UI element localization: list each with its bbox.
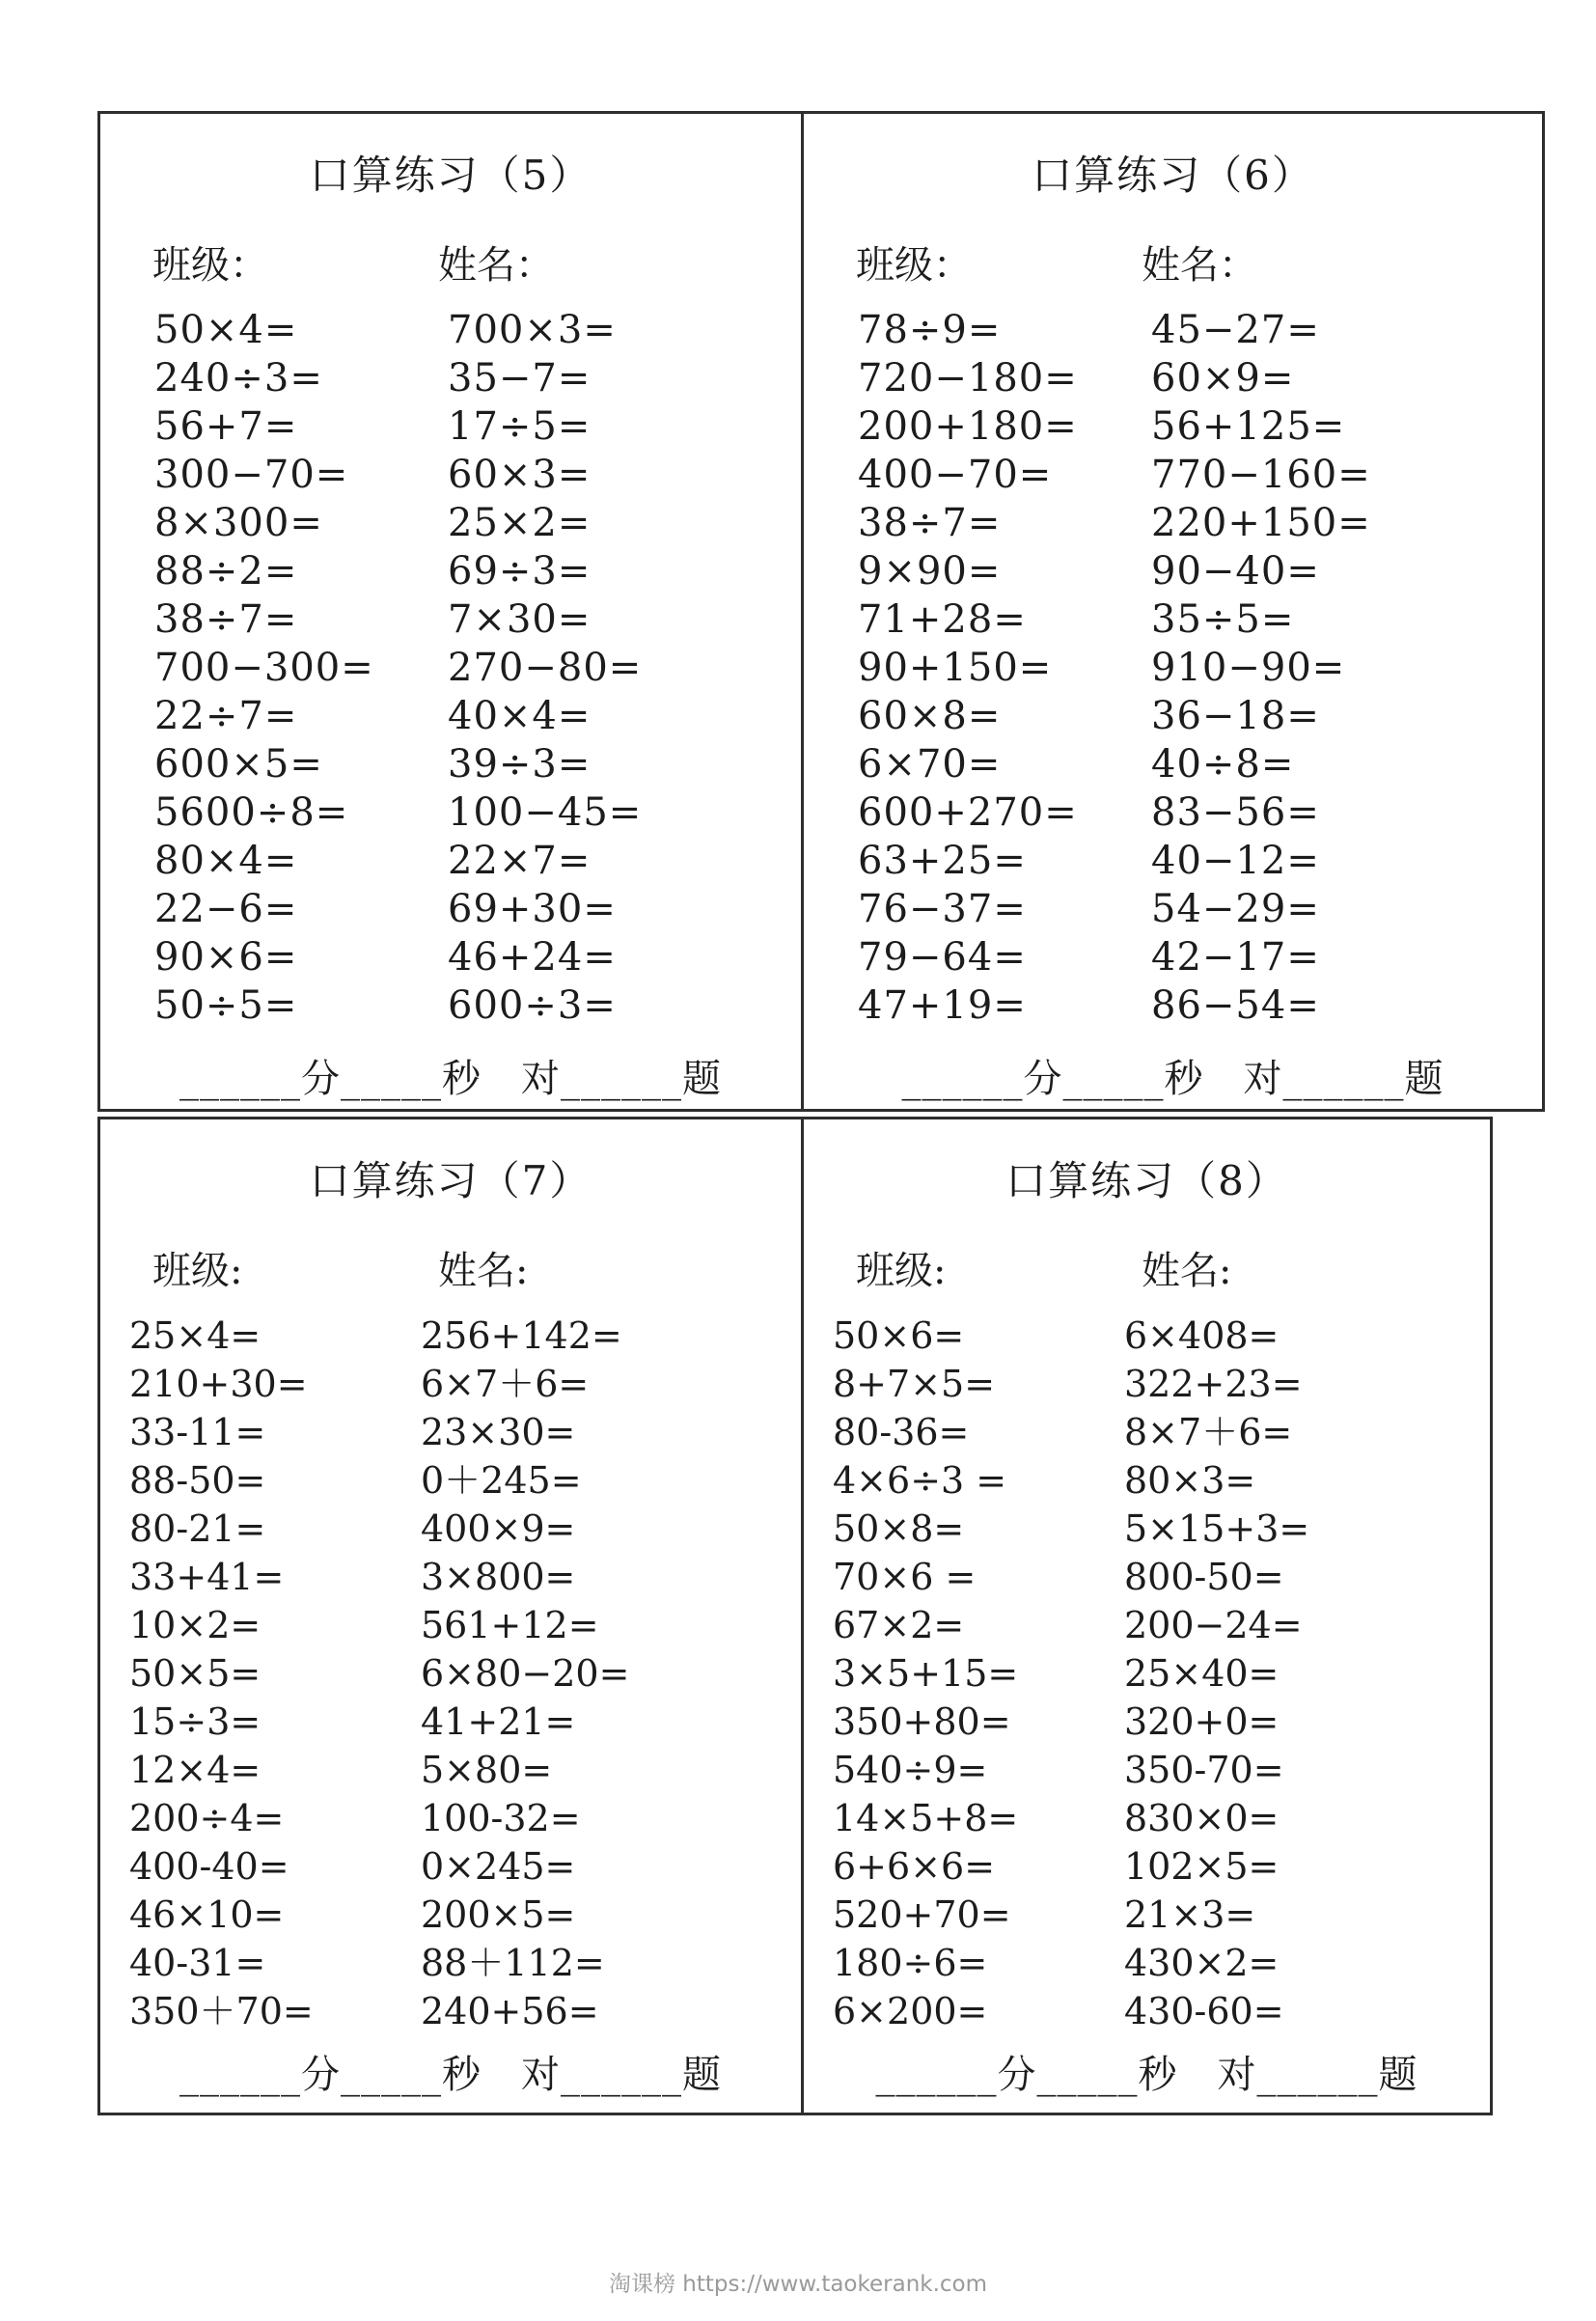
- worksheet-title: 口算练习（6）: [1032, 152, 1314, 199]
- problem-row: [100, 837, 801, 885]
- worksheet-title: 口算练习（8）: [1005, 1157, 1288, 1204]
- problem-row: [100, 1698, 801, 1746]
- problem: 42−17=: [1151, 934, 1320, 980]
- problem: 90+150=: [858, 645, 1053, 690]
- worksheet-7: [100, 1119, 804, 2113]
- problem-row: [804, 692, 1542, 740]
- name-label: 姓名:: [1142, 1248, 1232, 1293]
- problem-row: [804, 1649, 1490, 1698]
- problem-row: [804, 451, 1542, 499]
- problem-row: [100, 1408, 801, 1456]
- problem: 25×2=: [448, 500, 592, 545]
- problem: 100−45=: [448, 789, 643, 835]
- problem-list: [100, 306, 801, 1030]
- problem-row: [804, 1360, 1490, 1408]
- problem: 71+28=: [858, 596, 1027, 642]
- name-label: 姓名：: [1142, 242, 1257, 288]
- problem-row: [100, 1360, 801, 1408]
- problem-row: [804, 306, 1542, 354]
- timer-line: ______分_____秒 对______题: [179, 1056, 722, 1101]
- worksheet-meta: [804, 1246, 1490, 1296]
- problem-row: [100, 740, 801, 788]
- worksheet-meta: [804, 240, 1542, 290]
- problem: 100-32=: [421, 1796, 581, 1839]
- problem-row: [804, 1939, 1490, 1987]
- site-watermark: 淘课榜 https://www.taokerank.com: [608, 2272, 988, 2297]
- worksheet-meta: [100, 240, 801, 290]
- problem-row: [100, 402, 801, 451]
- problem: 35−7=: [448, 355, 592, 401]
- problem: 10×2=: [129, 1603, 261, 1646]
- problem: 540÷9=: [833, 1748, 988, 1791]
- problem: 200−24=: [1124, 1603, 1303, 1646]
- problem: 5600÷8=: [154, 789, 349, 835]
- problem: 8+7×5=: [833, 1362, 996, 1405]
- worksheet-meta: [100, 1246, 801, 1296]
- problem-row: [804, 547, 1542, 595]
- problem: 90×6=: [154, 934, 298, 980]
- worksheet-8: [804, 1119, 1490, 2113]
- problem: 102×5=: [1124, 1844, 1280, 1888]
- problem: 8×300=: [154, 500, 323, 545]
- problem: 50÷5=: [154, 982, 298, 1028]
- problem: 40-31=: [129, 1941, 266, 1984]
- problem-row: [100, 644, 801, 692]
- problem: 6×70=: [858, 741, 1002, 787]
- problem: 6×7＋6=: [421, 1362, 590, 1405]
- problem: 78÷9=: [858, 307, 1002, 352]
- problem: 56+7=: [154, 403, 298, 449]
- problem: 4×6÷3 =: [833, 1458, 1007, 1502]
- problem: 39÷3=: [448, 741, 592, 787]
- problem-row: [100, 1553, 801, 1601]
- timer-line: ______分_____秒 对______题: [179, 2052, 722, 2097]
- worksheet-sheet-bottom: [97, 1117, 1493, 2115]
- problem: 80-21=: [129, 1506, 266, 1550]
- problem: 9×90=: [858, 548, 1002, 594]
- problem: 23×30=: [421, 1410, 576, 1453]
- problem: 200+180=: [858, 403, 1078, 449]
- problem: 36−18=: [1151, 693, 1320, 738]
- problem: 83−56=: [1151, 789, 1320, 835]
- problem: 700−300=: [154, 645, 374, 690]
- problem-row: [100, 1891, 801, 1939]
- problem: 50×5=: [129, 1651, 261, 1695]
- problem: 180÷6=: [833, 1941, 988, 1984]
- problem: 22×7=: [448, 838, 592, 883]
- problem: 33+41=: [129, 1555, 285, 1598]
- problem: 0＋245=: [421, 1458, 582, 1502]
- problem-row: [804, 981, 1542, 1030]
- problem-row: [804, 1505, 1490, 1553]
- problem: 25×40=: [1124, 1651, 1280, 1695]
- problem: 54−29=: [1151, 886, 1320, 931]
- problem: 41+21=: [421, 1699, 576, 1743]
- problem: 210+30=: [129, 1362, 308, 1405]
- problem: 88＋112=: [421, 1941, 605, 1984]
- problem: 600÷3=: [448, 982, 617, 1028]
- problem: 40−12=: [1151, 838, 1320, 883]
- problem-row: [804, 933, 1542, 981]
- problem: 350+80=: [833, 1699, 1011, 1743]
- problem: 33-11=: [129, 1410, 266, 1453]
- problem: 46×10=: [129, 1893, 285, 1936]
- class-label: 班级：: [152, 242, 268, 288]
- problem: 60×8=: [858, 693, 1002, 738]
- problem: 76−37=: [858, 886, 1027, 931]
- problem: 80-36=: [833, 1410, 970, 1453]
- problem-list: [100, 1312, 801, 2035]
- problem: 5×15+3=: [1124, 1506, 1310, 1550]
- problem: 50×8=: [833, 1506, 965, 1550]
- problem: 350＋70=: [129, 1989, 314, 2032]
- problem: 300−70=: [154, 452, 349, 497]
- problem: 3×800=: [421, 1555, 576, 1598]
- problem: 240+56=: [421, 1989, 599, 2032]
- problem: 40×4=: [448, 693, 592, 738]
- timer-line: ______分_____秒 对______题: [901, 1056, 1445, 1101]
- problem: 720−180=: [858, 355, 1078, 401]
- problem: 69+30=: [448, 886, 617, 931]
- problem: 80×3=: [1124, 1458, 1256, 1502]
- problem: 561+12=: [421, 1603, 599, 1646]
- problem-row: [100, 1312, 801, 1360]
- problem: 830×0=: [1124, 1796, 1280, 1839]
- problem-row: [804, 1553, 1490, 1601]
- problem: 56+125=: [1151, 403, 1346, 449]
- problem: 910−90=: [1151, 645, 1346, 690]
- worksheet-5: [100, 114, 804, 1109]
- problem: 50×4=: [154, 307, 298, 352]
- name-label: 姓名：: [438, 242, 554, 288]
- problem: 90−40=: [1151, 548, 1320, 594]
- problem: 47+19=: [858, 982, 1027, 1028]
- problem: 320+0=: [1124, 1699, 1280, 1743]
- worksheet-sheet-top: [97, 111, 1545, 1112]
- problem-list: [804, 306, 1542, 1030]
- class-label: 班级:: [856, 1248, 947, 1293]
- name-label: 姓名:: [438, 1248, 529, 1293]
- problem: 79−64=: [858, 934, 1027, 980]
- problem: 600+270=: [858, 789, 1078, 835]
- problem: 7×30=: [448, 596, 592, 642]
- problem: 63+25=: [858, 838, 1027, 883]
- problem: 80×4=: [154, 838, 298, 883]
- problem-row: [804, 1842, 1490, 1891]
- problem: 46+24=: [448, 934, 617, 980]
- problem: 240÷3=: [154, 355, 323, 401]
- problem-row: [804, 1312, 1490, 1360]
- problem-row: [804, 402, 1542, 451]
- problem: 400×9=: [421, 1506, 576, 1550]
- problem: 400−70=: [858, 452, 1053, 497]
- problem-row: [100, 1987, 801, 2035]
- problem-row: [100, 354, 801, 402]
- problem: 60×3=: [448, 452, 592, 497]
- problem: 220+150=: [1151, 500, 1371, 545]
- problem: 69÷3=: [448, 548, 592, 594]
- problem-row: [804, 1794, 1490, 1842]
- problem: 5×80=: [421, 1748, 553, 1791]
- problem-row: [100, 1601, 801, 1649]
- problem-row: [100, 885, 801, 933]
- problem: 6+6×6=: [833, 1844, 996, 1888]
- problem-row: [100, 981, 801, 1030]
- problem-row: [804, 1746, 1490, 1794]
- problem-row: [804, 354, 1542, 402]
- problem-row: [100, 1456, 801, 1505]
- problem-row: [100, 1746, 801, 1794]
- problem: 38÷7=: [858, 500, 1002, 545]
- problem-row: [804, 1601, 1490, 1649]
- problem: 600×5=: [154, 741, 323, 787]
- problem-row: [804, 837, 1542, 885]
- problem: 200÷4=: [129, 1796, 285, 1839]
- problem: 88-50=: [129, 1458, 266, 1502]
- problem: 88÷2=: [154, 548, 298, 594]
- problem-row: [804, 1987, 1490, 2035]
- problem: 520+70=: [833, 1893, 1011, 1936]
- problem: 50×6=: [833, 1313, 965, 1357]
- problem: 200×5=: [421, 1893, 576, 1936]
- problem: 60×9=: [1151, 355, 1295, 401]
- problem-row: [100, 1842, 801, 1891]
- problem: 400-40=: [129, 1844, 289, 1888]
- problem-row: [100, 1939, 801, 1987]
- problem: 12×4=: [129, 1748, 261, 1791]
- problem-row: [100, 1794, 801, 1842]
- problem: 67×2=: [833, 1603, 965, 1646]
- problem: 86−54=: [1151, 982, 1320, 1028]
- problem: 770−160=: [1151, 452, 1371, 497]
- problem: 322+23=: [1124, 1362, 1303, 1405]
- problem: 15÷3=: [129, 1699, 261, 1743]
- problem-row: [100, 595, 801, 644]
- problem: 70×6 =: [833, 1555, 977, 1598]
- problem: 25×4=: [129, 1313, 261, 1357]
- problem: 14×5+8=: [833, 1796, 1019, 1839]
- problem-row: [804, 595, 1542, 644]
- problem-row: [100, 1505, 801, 1553]
- problem-row: [804, 1891, 1490, 1939]
- problem-row: [804, 885, 1542, 933]
- problem: 700×3=: [448, 307, 617, 352]
- problem-row: [804, 1408, 1490, 1456]
- problem: 21×3=: [1124, 1893, 1256, 1936]
- worksheet-title: 口算练习（5）: [309, 152, 592, 199]
- problem: 40÷8=: [1151, 741, 1295, 787]
- problem: 6×80−20=: [421, 1651, 630, 1695]
- problem: 0×245=: [421, 1844, 576, 1888]
- problem: 3×5+15=: [833, 1651, 1019, 1695]
- class-label: 班级：: [856, 242, 972, 288]
- problem: 17÷5=: [448, 403, 592, 449]
- problem-row: [100, 788, 801, 837]
- problem: 6×200=: [833, 1989, 988, 2032]
- problem-row: [100, 306, 801, 354]
- timer-line: ______分_____秒 对______题: [875, 2052, 1418, 2097]
- problem: 256+142=: [421, 1313, 622, 1357]
- problem: 430×2=: [1124, 1941, 1280, 1984]
- problem-row: [100, 547, 801, 595]
- problem-row: [804, 788, 1542, 837]
- problem: 430-60=: [1124, 1989, 1284, 2032]
- problem: 35÷5=: [1151, 596, 1295, 642]
- problem-row: [100, 451, 801, 499]
- class-label: 班级:: [152, 1248, 243, 1293]
- problem: 22÷7=: [154, 693, 298, 738]
- worksheet-title: 口算练习（7）: [309, 1157, 592, 1204]
- problem-row: [804, 1456, 1490, 1505]
- problem-row: [100, 1649, 801, 1698]
- problem-row: [100, 692, 801, 740]
- problem-row: [100, 499, 801, 547]
- problem-row: [100, 933, 801, 981]
- problem: 800-50=: [1124, 1555, 1284, 1598]
- problem-row: [804, 499, 1542, 547]
- problem-row: [804, 1698, 1490, 1746]
- worksheet-6: [804, 114, 1542, 1109]
- problem: 6×408=: [1124, 1313, 1280, 1357]
- problem: 45−27=: [1151, 307, 1320, 352]
- problem-row: [804, 644, 1542, 692]
- problem: 38÷7=: [154, 596, 298, 642]
- problem-list: [804, 1312, 1490, 2035]
- problem: 270−80=: [448, 645, 643, 690]
- problem-row: [804, 740, 1542, 788]
- problem: 8×7＋6=: [1124, 1410, 1293, 1453]
- problem: 350-70=: [1124, 1748, 1284, 1791]
- problem: 22−6=: [154, 886, 298, 931]
